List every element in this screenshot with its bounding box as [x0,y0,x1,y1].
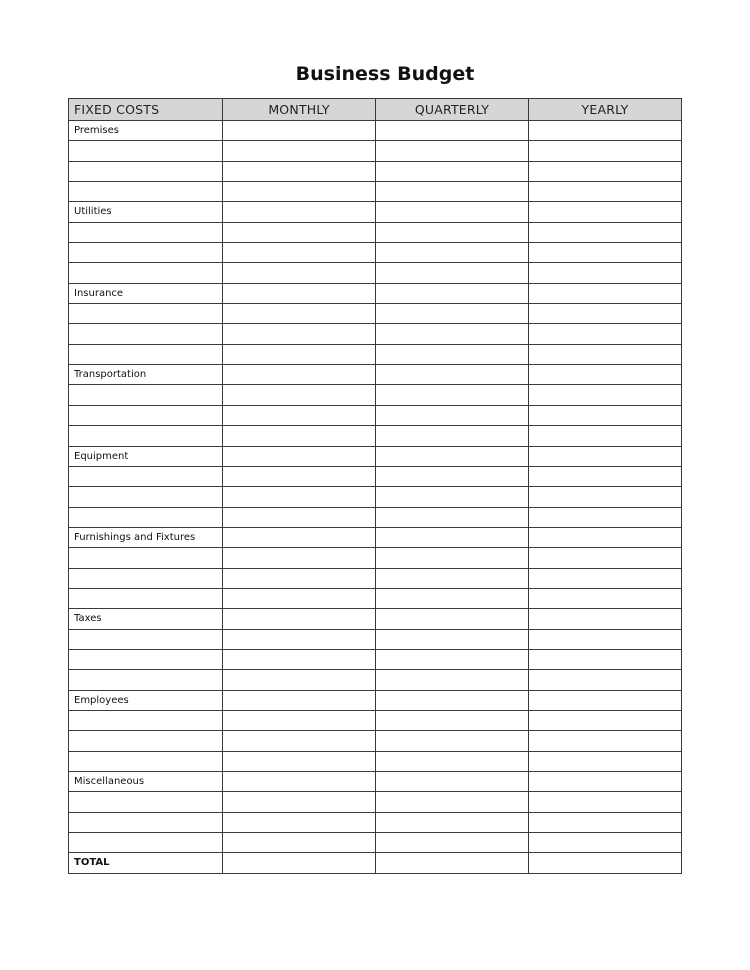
yearly-cell[interactable] [529,263,682,283]
table-row [69,710,682,730]
total-label: TOTAL [69,853,223,873]
row-label [69,426,223,446]
table-row [69,670,682,690]
row-label [69,649,223,669]
table-row [69,121,682,141]
monthly-cell[interactable] [223,792,376,812]
yearly-cell[interactable] [529,629,682,649]
table-row [69,690,682,710]
quarterly-cell[interactable] [376,202,529,222]
table-body [69,121,682,874]
row-label [69,304,223,324]
row-label [69,792,223,812]
monthly-cell[interactable] [223,466,376,486]
table-row [69,243,682,263]
yearly-cell[interactable] [529,507,682,527]
monthly-cell[interactable] [223,243,376,263]
yearly-cell[interactable] [529,548,682,568]
monthly-cell[interactable] [223,344,376,364]
quarterly-cell[interactable] [376,263,529,283]
yearly-cell[interactable] [529,812,682,832]
table-row [69,222,682,242]
row-label: Transportation [69,365,223,385]
row-label: Utilities [69,202,223,222]
monthly-cell[interactable] [223,324,376,344]
monthly-cell[interactable] [223,446,376,466]
yearly-cell[interactable] [529,344,682,364]
yearly-cell[interactable] [529,222,682,242]
yearly-cell[interactable] [529,385,682,405]
yearly-cell[interactable] [529,182,682,202]
monthly-cell[interactable] [223,751,376,771]
quarterly-cell[interactable] [376,751,529,771]
monthly-cell[interactable] [223,141,376,161]
row-label: Premises [69,121,223,141]
table-row [69,833,682,853]
row-label [69,263,223,283]
row-label: Miscellaneous [69,772,223,792]
yearly-cell[interactable] [529,690,682,710]
header-fixed-costs: FIXED COSTS [69,99,223,121]
table-row [69,812,682,832]
table-row [69,182,682,202]
yearly-cell[interactable] [529,426,682,446]
quarterly-cell[interactable] [376,466,529,486]
yearly-cell[interactable] [529,446,682,466]
table-row [69,202,682,222]
row-label: Furnishings and Fixtures [69,527,223,547]
quarterly-cell[interactable] [376,446,529,466]
monthly-cell[interactable] [223,527,376,547]
header-monthly: MONTHLY [223,99,376,121]
yearly-cell[interactable] [529,487,682,507]
row-label: Insurance [69,283,223,303]
monthly-cell[interactable] [223,487,376,507]
table-row [69,385,682,405]
monthly-cell[interactable] [223,548,376,568]
yearly-cell[interactable] [529,853,682,873]
table-header-row [69,99,682,121]
table-row [69,446,682,466]
monthly-cell[interactable] [223,812,376,832]
monthly-cell[interactable] [223,731,376,751]
monthly-cell[interactable] [223,385,376,405]
yearly-cell[interactable] [529,588,682,608]
header-yearly: YEARLY [529,99,682,121]
row-label [69,141,223,161]
quarterly-cell[interactable] [376,243,529,263]
table-row [69,324,682,344]
monthly-cell[interactable] [223,853,376,873]
row-label [69,629,223,649]
row-label [69,222,223,242]
quarterly-cell[interactable] [376,385,529,405]
quarterly-cell[interactable] [376,426,529,446]
table-row [69,507,682,527]
quarterly-cell[interactable] [376,670,529,690]
yearly-cell[interactable] [529,121,682,141]
table-row [69,304,682,324]
quarterly-cell[interactable] [376,690,529,710]
quarterly-cell[interactable] [376,649,529,669]
quarterly-cell[interactable] [376,548,529,568]
monthly-cell[interactable] [223,426,376,446]
quarterly-cell[interactable] [376,182,529,202]
quarterly-cell[interactable] [376,487,529,507]
table-row [69,609,682,629]
monthly-cell[interactable] [223,182,376,202]
quarterly-cell[interactable] [376,324,529,344]
yearly-cell[interactable] [529,609,682,629]
row-label [69,182,223,202]
monthly-cell[interactable] [223,833,376,853]
monthly-cell[interactable] [223,222,376,242]
table-row [69,161,682,181]
total-row [69,853,682,873]
row-label [69,487,223,507]
table-row [69,487,682,507]
monthly-cell[interactable] [223,121,376,141]
quarterly-cell[interactable] [376,161,529,181]
row-label [69,161,223,181]
row-label [69,324,223,344]
quarterly-cell[interactable] [376,568,529,588]
quarterly-cell[interactable] [376,833,529,853]
row-label [69,833,223,853]
table-row [69,731,682,751]
table-row [69,365,682,385]
quarterly-cell[interactable] [376,304,529,324]
quarterly-cell[interactable] [376,731,529,751]
table-row [69,426,682,446]
row-label: Taxes [69,609,223,629]
quarterly-cell[interactable] [376,812,529,832]
row-label [69,344,223,364]
table-row [69,527,682,547]
row-label [69,243,223,263]
page-title: Business Budget [295,63,475,85]
monthly-cell[interactable] [223,609,376,629]
yearly-cell[interactable] [529,365,682,385]
yearly-cell[interactable] [529,324,682,344]
row-label [69,548,223,568]
row-label [69,385,223,405]
monthly-cell[interactable] [223,365,376,385]
quarterly-cell[interactable] [376,365,529,385]
yearly-cell[interactable] [529,670,682,690]
yearly-cell[interactable] [529,283,682,303]
monthly-cell[interactable] [223,202,376,222]
monthly-cell[interactable] [223,629,376,649]
table-row [69,568,682,588]
row-label [69,710,223,730]
quarterly-cell[interactable] [376,222,529,242]
monthly-cell[interactable] [223,649,376,669]
table-row [69,751,682,771]
quarterly-cell[interactable] [376,710,529,730]
monthly-cell[interactable] [223,588,376,608]
row-label [69,568,223,588]
monthly-cell[interactable] [223,263,376,283]
quarterly-cell[interactable] [376,588,529,608]
header-quarterly: QUARTERLY [376,99,529,121]
quarterly-cell[interactable] [376,405,529,425]
table-row [69,772,682,792]
yearly-cell[interactable] [529,731,682,751]
table-row [69,405,682,425]
yearly-cell[interactable] [529,202,682,222]
quarterly-cell[interactable] [376,527,529,547]
row-label [69,507,223,527]
yearly-cell[interactable] [529,792,682,812]
row-label [69,670,223,690]
yearly-cell[interactable] [529,751,682,771]
table-row [69,588,682,608]
table-row [69,263,682,283]
quarterly-cell[interactable] [376,853,529,873]
yearly-cell[interactable] [529,161,682,181]
quarterly-cell[interactable] [376,609,529,629]
yearly-cell[interactable] [529,141,682,161]
monthly-cell[interactable] [223,710,376,730]
row-label [69,405,223,425]
yearly-cell[interactable] [529,772,682,792]
table-row [69,629,682,649]
row-label [69,751,223,771]
table-row [69,283,682,303]
budget-table [68,98,682,874]
row-label [69,812,223,832]
row-label: Equipment [69,446,223,466]
table-row [69,649,682,669]
quarterly-cell[interactable] [376,792,529,812]
quarterly-cell[interactable] [376,507,529,527]
yearly-cell[interactable] [529,243,682,263]
row-label: Employees [69,690,223,710]
quarterly-cell[interactable] [376,283,529,303]
table-row [69,141,682,161]
yearly-cell[interactable] [529,649,682,669]
table-row [69,466,682,486]
quarterly-cell[interactable] [376,344,529,364]
monthly-cell[interactable] [223,690,376,710]
table-row [69,548,682,568]
table-row [69,792,682,812]
monthly-cell[interactable] [223,772,376,792]
monthly-cell[interactable] [223,405,376,425]
quarterly-cell[interactable] [376,121,529,141]
yearly-cell[interactable] [529,568,682,588]
row-label [69,466,223,486]
quarterly-cell[interactable] [376,141,529,161]
monthly-cell[interactable] [223,670,376,690]
row-label [69,588,223,608]
monthly-cell[interactable] [223,507,376,527]
table-row [69,344,682,364]
yearly-cell[interactable] [529,304,682,324]
yearly-cell[interactable] [529,833,682,853]
yearly-cell[interactable] [529,466,682,486]
yearly-cell[interactable] [529,405,682,425]
row-label [69,731,223,751]
yearly-cell[interactable] [529,527,682,547]
monthly-cell[interactable] [223,283,376,303]
yearly-cell[interactable] [529,710,682,730]
monthly-cell[interactable] [223,304,376,324]
quarterly-cell[interactable] [376,629,529,649]
monthly-cell[interactable] [223,161,376,181]
monthly-cell[interactable] [223,568,376,588]
quarterly-cell[interactable] [376,772,529,792]
